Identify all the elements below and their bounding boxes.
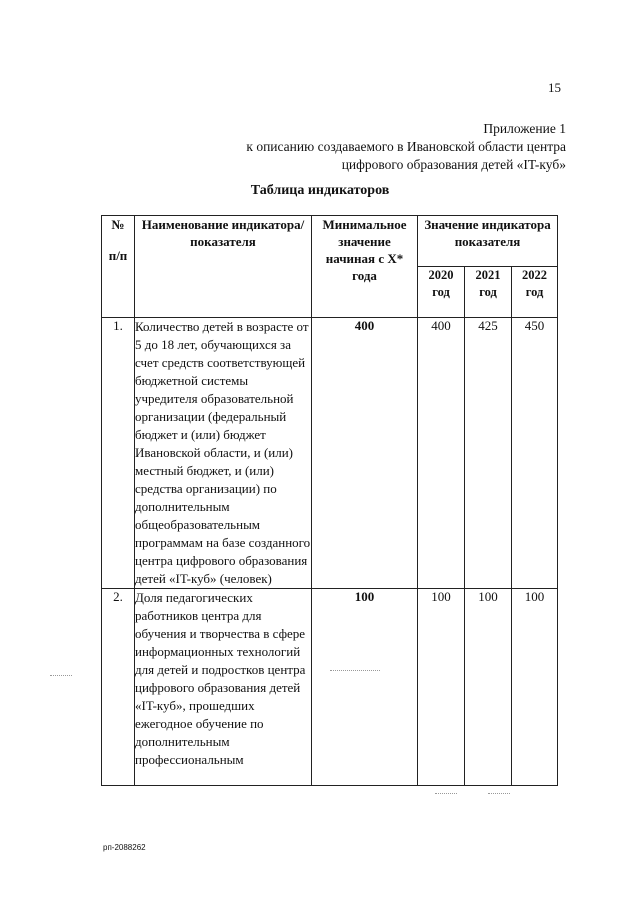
- header-year-2022: [512, 267, 558, 318]
- header-name: Наименование индикатора/показателя: [135, 216, 312, 318]
- indicator-name: Количество детей в возрасте от 5 до 18 лет, обучающихся за счет средств соответствующей бюджетной системы учредителя образовательной организации (федеральный бюджет и (или) бюджет Ивановской области, и (или) местный бюджет, и (или) средства организации) по дополнительным общеобразовательным программам на базе созданного центра цифрового образования детей «IT-куб» (человек): [135, 318, 312, 589]
- appendix-heading: [246, 120, 566, 174]
- header-value-group: Значение индикатора показателя: [418, 216, 558, 267]
- header-year-unit: год: [525, 285, 544, 299]
- header-year-2020: [418, 267, 465, 318]
- header-year: 2021: [475, 268, 501, 282]
- appendix-line-1: Приложение 1: [483, 121, 566, 136]
- header-year-unit: год: [479, 285, 497, 299]
- header-year: 2022: [522, 268, 548, 282]
- header-min-value: Минимальное значение начиная с X* года: [312, 216, 418, 318]
- indicators-table: [101, 215, 558, 786]
- scan-artifact: [488, 793, 510, 794]
- table-header-row: [102, 216, 558, 267]
- header-number-label: п/п: [108, 248, 128, 263]
- indicator-name: Доля педагогических работников центра для обучения и творчества в сфере информационных технологий для детей и подростков центра цифрового образования детей «IT-куб», прошедших ежегодное обучение по дополнительным профессиональным: [135, 589, 312, 786]
- table-title: Таблица индикаторов: [250, 183, 390, 198]
- row-number: 1.: [102, 318, 135, 589]
- appendix-line-2: к описанию создаваемого в Ивановской области центра: [246, 139, 566, 154]
- value-2020: 400: [418, 318, 465, 589]
- header-number: [102, 216, 135, 318]
- scan-artifact: [330, 670, 380, 671]
- document-code: рп-2088262: [103, 843, 146, 852]
- header-year-unit: год: [432, 285, 450, 299]
- scan-artifact: [50, 675, 72, 676]
- value-2021: 100: [465, 589, 512, 786]
- appendix-line-3: цифрового образования детей «IT-куб»: [341, 157, 566, 172]
- value-2020: 100: [418, 589, 465, 786]
- scan-artifact: [435, 793, 457, 794]
- page-number: 15: [548, 80, 561, 95]
- table-row: [102, 589, 558, 786]
- header-number-sign: №: [111, 217, 125, 232]
- row-number: 2.: [102, 589, 135, 786]
- min-value: 400: [312, 318, 418, 589]
- header-year: 2020: [428, 268, 454, 282]
- min-value: 100: [312, 589, 418, 786]
- value-2021: 425: [465, 318, 512, 589]
- table-row: [102, 318, 558, 589]
- value-2022: 100: [512, 589, 558, 786]
- value-2022: 450: [512, 318, 558, 589]
- header-year-2021: [465, 267, 512, 318]
